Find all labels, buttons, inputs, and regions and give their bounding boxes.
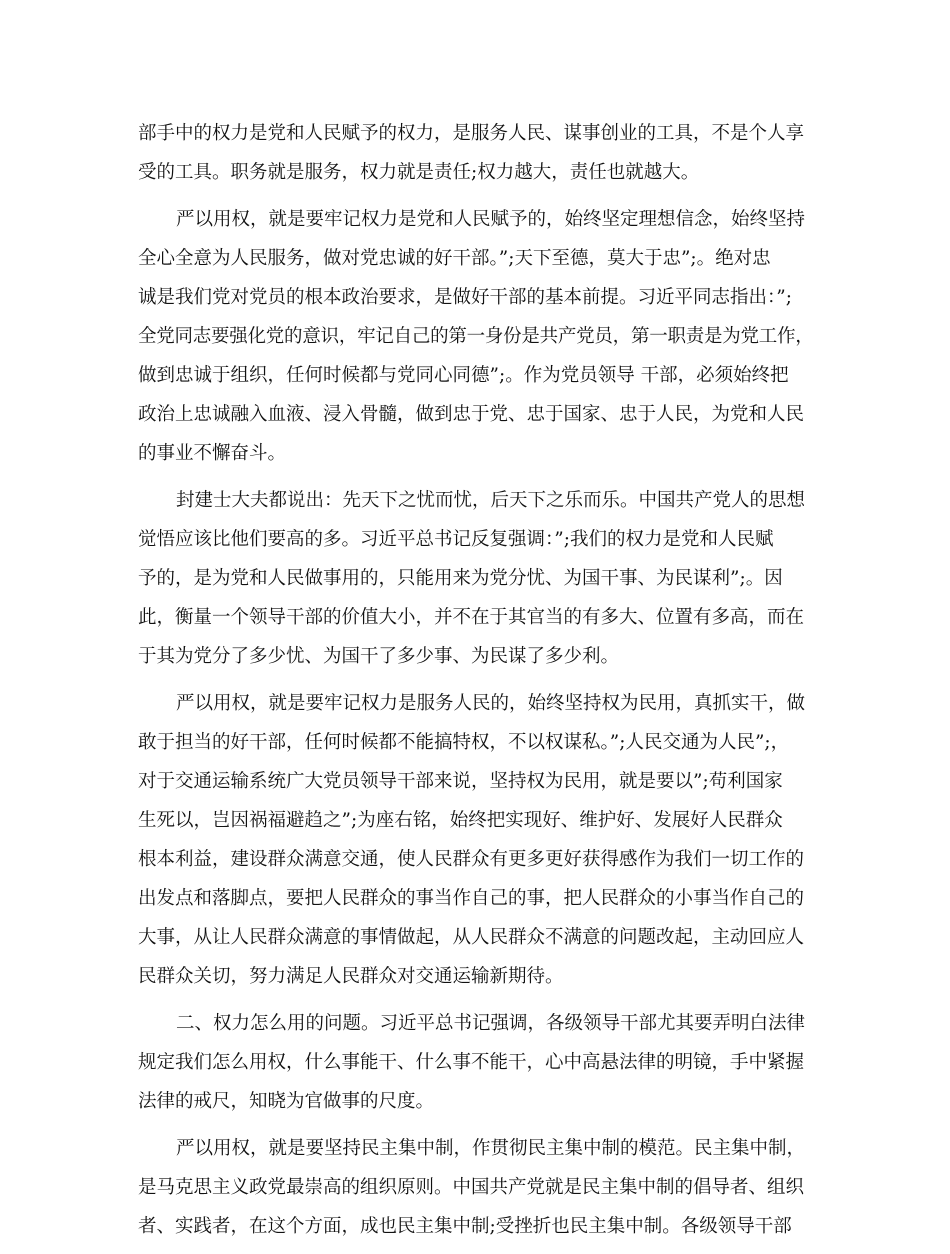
text-line: 出发点和落脚点，要把人民群众的事当作自己的事，把人民群众的小事当作自己的 [138, 888, 805, 909]
text-line: 严以用权，就是要牢记权力是党和人民赋予的，始终坚定理想信念，始终坚持 [176, 209, 806, 230]
text-line: 做到忠诚于组织，任何时候都与党同心同德”;。作为党员领导 干部，必须始终把 [138, 365, 789, 386]
paragraph [138, 200, 814, 473]
text-line: 者、实践者，在这个方面，成也民主集中制;受挫折也民主集中制。各级领导干部 [138, 1216, 792, 1237]
paragraph [138, 1004, 814, 1121]
paragraph [138, 481, 814, 676]
text-line: 受的工具。职务就是服务，权力就是责任;权力越大，责任也就越大。 [138, 162, 700, 183]
text-line: 敢于担当的好干部，任何时候都不能搞特权，不以权谋私。”;人民交通为人民”;， [138, 732, 790, 753]
text-line: 诚是我们党对党员的根本政治要求，是做好干部的基本前提。习近平同志指出：”; [138, 287, 792, 308]
text-line: 大事，从让人民群众满意的事情做起，从人民群众不满意的问题改起，主动回应人 [138, 927, 805, 948]
text-line: 的事业不懈奋斗。 [138, 443, 287, 464]
text-line: 全心全意为人民服务，做对党忠诚的好干部。”;天下至德，莫大于忠”;。绝对忠 [138, 248, 771, 269]
paragraph [138, 114, 814, 192]
text-line: 根本利益，建设群众满意交通，使人民群众有更多更好获得感作为我们一切工作的 [138, 849, 805, 870]
text-line: 政治上忠诚融入血液、浸入骨髓，做到忠于党、忠于国家、忠于人民，为党和人民 [138, 404, 805, 425]
text-line: 民群众关切，努力满足人民群众对交通运输新期待。 [138, 966, 564, 987]
text-line: 规定我们怎么用权，什么事能干、什么事不能干，心中高悬法律的明镜，手中紧握 [138, 1052, 805, 1073]
document-body [138, 114, 814, 1254]
text-line: 全党同志要强化党的意识，牢记自己的第一身份是共产党员，第一职责是为党工作， [138, 326, 814, 347]
text-line: 生死以，岂因祸福避趋之”;为座右铭，始终把实现好、维护好、发展好人民群众 [138, 810, 783, 831]
text-line: 此，衡量一个领导干部的价值大小，并不在于其官当的有多大、位置有多高，而在 [138, 607, 805, 628]
paragraph [138, 684, 814, 996]
text-line: 于其为党分了多少忧、为国干了多少事、为民谋了多少利。 [138, 646, 620, 667]
text-line: 是马克思主义政党最崇高的组织原则。中国共产党就是民主集中制的倡导者、组织 [138, 1177, 805, 1198]
text-line: 觉悟应该比他们要高的多。习近平总书记反复强调：”;我们的权力是党和人民赋 [138, 529, 774, 550]
text-line: 严以用权，就是要坚持民主集中制，作贯彻民主集中制的模范。民主集中制， [176, 1138, 806, 1159]
text-line: 法律的戒尺，知晓为官做事的尺度。 [138, 1091, 435, 1112]
text-line: 部手中的权力是党和人民赋予的权力，是服务人民、谋事创业的工具，不是个人享 [138, 123, 805, 144]
text-line: 予的，是为党和人民做事用的，只能用来为党分忧、为国干事、为民谋利”;。因 [138, 568, 783, 589]
text-line: 二、权力怎么用的问题。习近平总书记强调，各级领导干部尤其要弄明白法律 [176, 1013, 806, 1034]
text-line: 封建士大夫都说出：先天下之忧而忧，后天下之乐而乐。中国共产党人的思想 [176, 490, 806, 511]
paragraph [138, 1129, 814, 1246]
text-line: 严以用权，就是要牢记权力是服务人民的，始终坚持权为民用，真抓实干，做 [176, 693, 806, 714]
text-line: 对于交通运输系统广大党员领导干部来说，坚持权为民用，就是要以”;苟利国家 [138, 771, 783, 792]
